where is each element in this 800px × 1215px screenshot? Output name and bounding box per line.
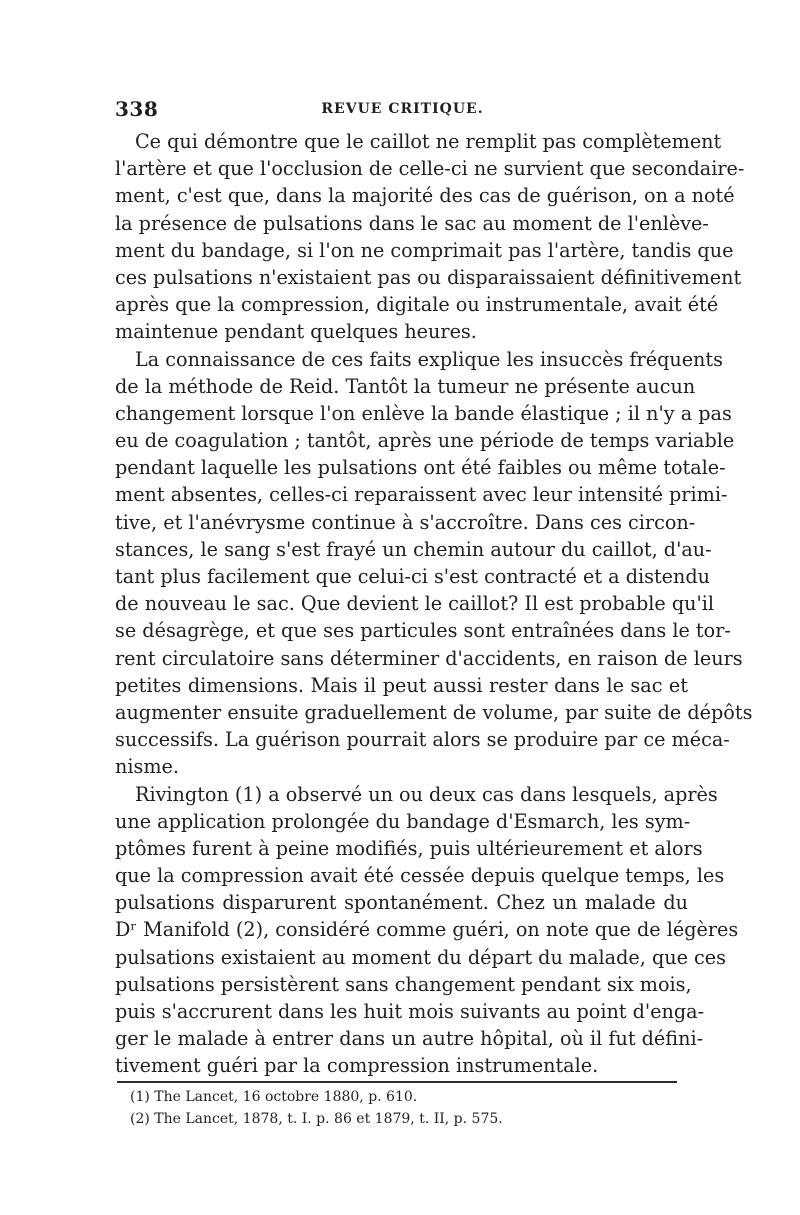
text-line: tant plus facilement que celui-ci s'est contracté et a distendu	[115, 565, 711, 588]
text-line: stances, le sang s'est frayé un chemin autour du caillot, d'au-	[115, 537, 712, 561]
text-line: Dʳ Manifold (2), considéré comme guéri, on note que de légères	[115, 918, 739, 942]
running-title: REVUE CRITIQUE.	[321, 101, 484, 117]
text-line: tivement guéri par la compression instrumentale.	[115, 1054, 599, 1078]
text-line: une application prolongée du bandage d'Esmarch, les sym-	[115, 809, 691, 833]
text-line: ment du bandage, si l'on ne comprimait pas l'artère, tandis que	[115, 238, 734, 262]
text-line: rent circulatoire sans déterminer d'accidents, en raison de leurs	[115, 646, 743, 670]
text-line: puis s'accrurent dans les huit mois suivants au point d'enga-	[115, 1000, 705, 1023]
text-line: pulsations existaient au moment du départ du malade, que ces	[115, 945, 727, 969]
text-line: Ce qui démontre que le caillot ne remplit pas complètement	[135, 130, 722, 153]
text-line: que la compression avait été cessée depuis quelque temps, les	[115, 864, 725, 888]
text-line: pendant laquelle les pulsations ont été faibles ou même totale-	[115, 456, 726, 480]
text-line: ger le malade à entrer dans un autre hôpital, où il fut défini-	[115, 1027, 704, 1051]
text-line: pulsations persistèrent sans changement pendant six mois,	[115, 972, 692, 996]
text-line: ces pulsations n'existaient pas ou disparaissaient définitivement	[115, 265, 742, 289]
text-line: ptômes furent à peine modifiés, puis ultérieurement et alors	[115, 836, 703, 860]
text-line: ment absentes, celles-ci reparaissent avec leur intensité primi-	[115, 483, 728, 507]
text-line: l'artère et que l'occlusion de celle-ci ne survient que secondaire-	[115, 157, 745, 181]
footnotes	[130, 1086, 670, 1130]
page-number: 338	[115, 97, 159, 121]
footnote-1: (1) The Lancet, 16 octobre 1880, p. 610.	[130, 1089, 418, 1105]
text-line: maintenue pendant quelques heures.	[115, 320, 477, 344]
footnote-divider	[117, 1081, 677, 1083]
text-line: petites dimensions. Mais il peut aussi rester dans le sac et	[115, 673, 688, 697]
text-line: nisme.	[115, 755, 179, 779]
page-header	[115, 97, 690, 125]
footnote-2: (2) The Lancet, 1878, t. I. p. 86 et 1879, t. II, p. 575.	[130, 1111, 503, 1127]
text-line: eu de coagulation ; tantôt, après une période de temps variable	[115, 429, 735, 453]
text-line: Rivington (1) a observé un ou deux cas dans lesquels, après	[135, 782, 718, 806]
text-line: augmenter ensuite graduellement de volume, par suite de dépôts	[115, 700, 753, 724]
text-line: de nouveau le sac. Que devient le caillot? Il est probable qu'il	[115, 592, 715, 616]
text-line: ment, c'est que, dans la majorité des cas de guérison, on a noté	[115, 184, 735, 208]
text-line: la présence de pulsations dans le sac au moment de l'enlève-	[115, 211, 709, 235]
body-text	[115, 128, 753, 1080]
text-line: changement lorsque l'on enlève la bande élastique ; il n'y a pas	[115, 401, 732, 425]
text-line: de la méthode de Reid. Tantôt la tumeur ne présente aucun	[115, 374, 696, 398]
text-line: après que la compression, digitale ou instrumentale, avait été	[115, 293, 719, 317]
text-line: tive, et l'anévrysme continue à s'accroître. Dans ces circon-	[115, 510, 696, 534]
text-line: La connaissance de ces faits explique les insuccès fréquents	[135, 347, 723, 371]
text-line: successifs. La guérison pourrait alors se produire par ce méca-	[115, 728, 730, 752]
text-line: se désagrège, et que ses particules sont entraînées dans le tor-	[115, 619, 731, 643]
text-line: pulsations disparurent spontanément. Chez un malade du	[115, 891, 688, 915]
